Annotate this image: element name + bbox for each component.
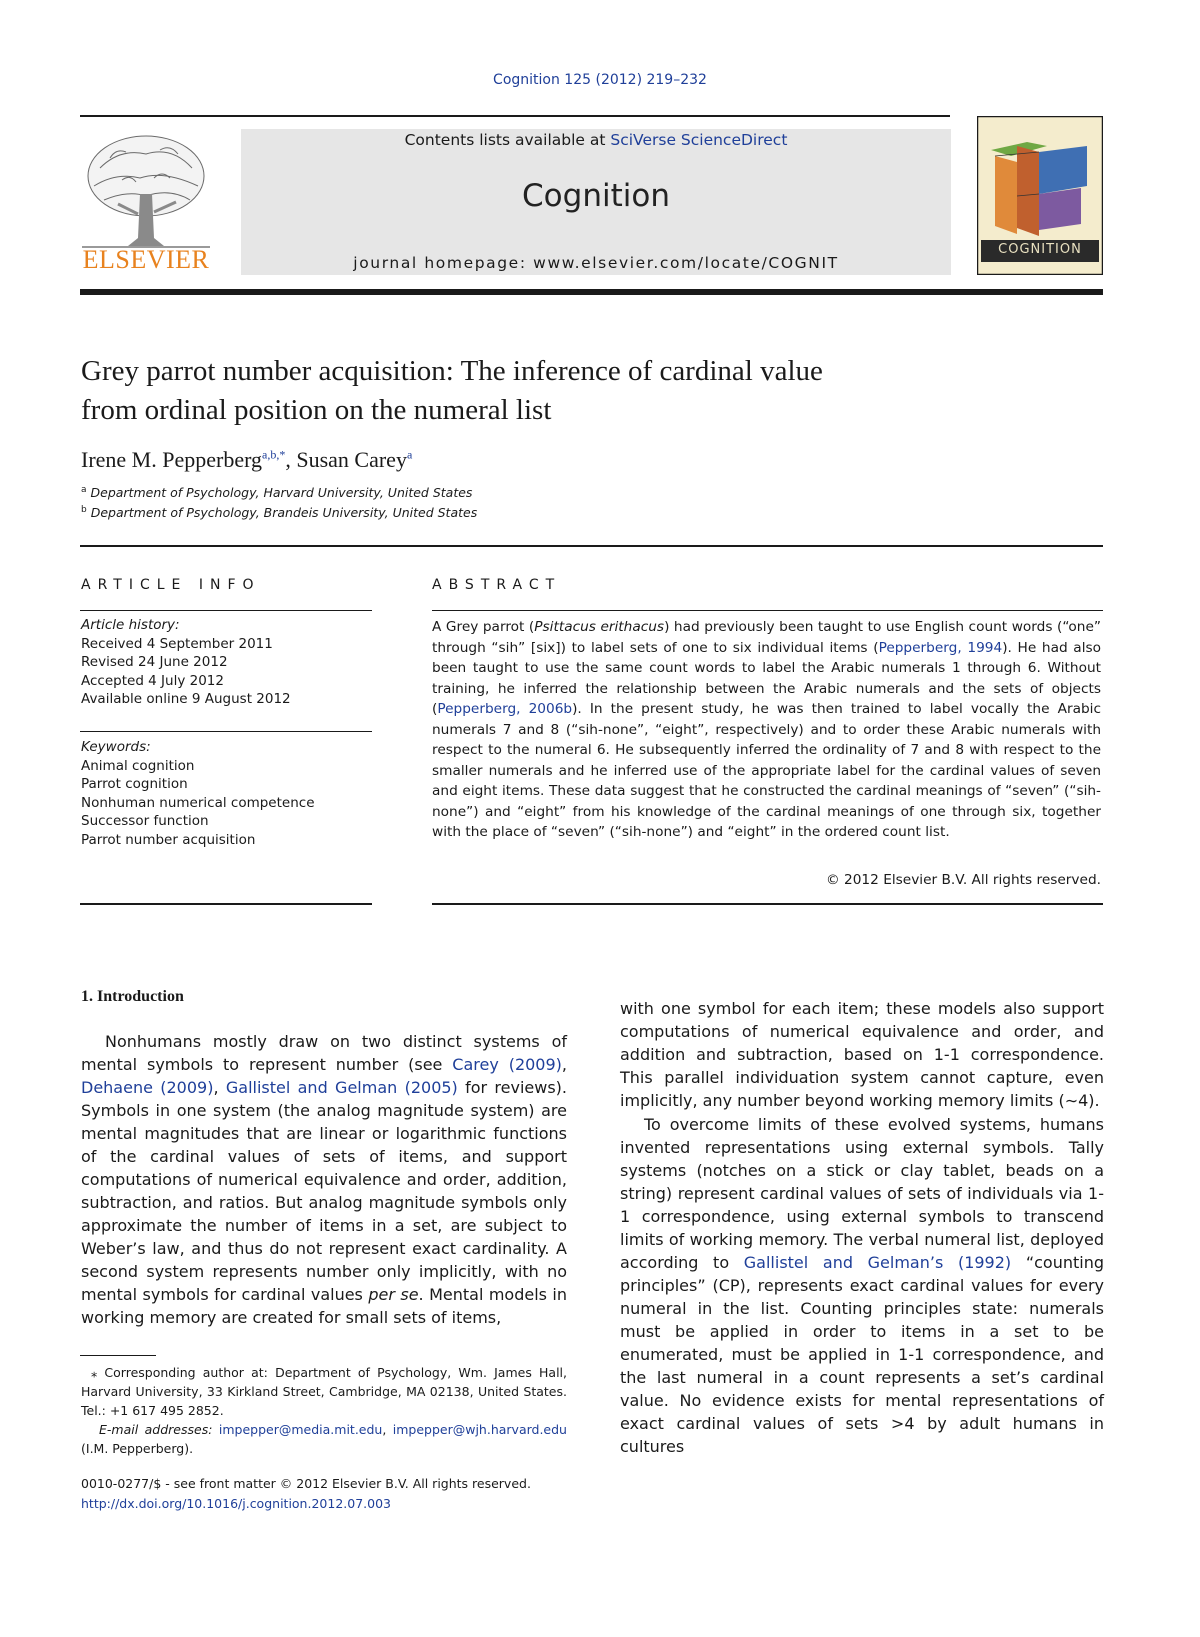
citation-link[interactable]: Pepperberg, 1994 [878, 639, 1003, 656]
corresponding-author-note [81, 1363, 567, 1420]
keyword: Parrot number acquisition [81, 831, 256, 848]
abstract-bottom-rule [432, 903, 1103, 905]
body-column-right [620, 997, 1104, 1458]
history-entry: Accepted 4 July 2012 [81, 672, 224, 689]
affiliation [81, 505, 477, 520]
affiliation [81, 485, 472, 500]
article-history [81, 616, 381, 709]
affiliation-text: Department of Psychology, Harvard University, United States [90, 485, 473, 501]
author-name: Susan Carey [296, 447, 407, 472]
paragraph-segment: Nonhumans mostly draw on two distinct systems of mental symbols to represent number (see [81, 1032, 567, 1074]
author-affiliation-marks[interactable]: a,b,* [262, 447, 286, 462]
issn-line: 0010-0277/$ - see front matter © 2012 Elsevier B.V. All rights reserved. [81, 1476, 531, 1491]
footnote-rule [80, 1355, 156, 1356]
abstract-segment: ). He had also been taught to use the same count words to label the Arabic numerals 1 through 6. Without training, he inferred the relationship between the Arabic numerals and the sets of objects ( [432, 639, 1101, 717]
body-column-left [81, 1030, 567, 1329]
italic-term: per se [368, 1285, 419, 1304]
keyword: Parrot cognition [81, 776, 188, 792]
email-note [81, 1420, 567, 1458]
section-heading: 1. Introduction [81, 988, 184, 1005]
journal-homepage[interactable]: journal homepage: www.elsevier.com/locate/COGNIT [353, 254, 839, 272]
doi-link[interactable]: http://dx.doi.org/10.1016/j.cognition.2012.07.003 [81, 1495, 391, 1511]
article-info-bottom-rule [80, 903, 372, 905]
paragraph-segment: for reviews). Symbols in one system (the analog magnitude system) are mental magnitudes that are linear or logarithmic functions of the cardinal values of sets of items, and support computations of numerical equivalence and order, addition, subtraction, and ratios. But analog magnitude symbols only approximate the number of items in a set, are subject to Weber’s law, and thus do not represent exact cardinality. A second system represents number only implicitly, with no mental symbols for cardinal values [81, 1078, 568, 1304]
footnote-star: ⁎ [91, 1365, 98, 1380]
keywords-label: Keywords: [81, 739, 151, 755]
body-paragraph [81, 1030, 567, 1329]
journal-citation[interactable]: Cognition 125 (2012) 219–232 [493, 72, 707, 88]
author-name: Irene M. Pepperberg [81, 447, 263, 472]
author-affiliation-marks[interactable]: a [406, 447, 413, 462]
sciencedirect-link[interactable]: SciVerse ScienceDirect [610, 131, 788, 149]
footnote-text: Corresponding author at: Department of Psychology, Wm. James Hall, Harvard University, 33 Kirkland Street, Cambridge, MA 02138, United States. Tel.: +1 617 495 2852. [81, 1365, 567, 1418]
header-bottom-rule [80, 289, 1103, 295]
paragraph-segment: , [561, 1055, 567, 1074]
abstract-copyright: © 2012 Elsevier B.V. All rights reserved. [825, 872, 1101, 888]
author-separator: , [285, 447, 297, 472]
header-top-rule [80, 115, 950, 117]
cover-label: COGNITION [998, 242, 1082, 257]
keyword: Nonhuman numerical competence [81, 794, 315, 811]
abstract-text [432, 617, 1101, 843]
contents-line [241, 131, 951, 149]
body-paragraph [620, 1113, 1104, 1458]
elsevier-wordmark: ELSEVIER [82, 245, 210, 274]
history-entry: Available online 9 August 2012 [81, 691, 291, 707]
history-entry: Received 4 September 2011 [81, 635, 273, 652]
author-list [81, 447, 412, 473]
title-block-rule [80, 545, 1103, 547]
body-paragraph: with one symbol for each item; these models also support computations of numerical equivalence and order, and addition and subtraction, based on 1-1 correspondence. This parallel individuation system cannot capture, even implicitly, any number beyond working memory limits (∼4). [620, 999, 1104, 1110]
article-title [81, 352, 1081, 430]
journal-name: Cognition [522, 178, 670, 214]
species-name: Psittacus erithacus [534, 619, 665, 635]
email-link[interactable]: impepper@wjh.harvard.edu [392, 1422, 567, 1437]
issn-block [81, 1474, 531, 1513]
history-label: Article history: [81, 617, 180, 633]
paragraph-segment: To overcome limits of these evolved systems, humans invented representations using external symbols. Tally systems (notches on a stick or clay tablet, beads on a string) represent cardinal values of sets of individuals via 1-1 correspondence, using external symbols to transcend limits of working memory. The verbal numeral list, deployed according to [620, 1115, 1104, 1272]
abstract-rule [432, 610, 1103, 611]
history-keywords-rule [80, 731, 372, 732]
citation-link[interactable]: Gallistel and Gelman’s (1992) [743, 1253, 1012, 1272]
email-label: E-mail addresses: [99, 1422, 213, 1437]
keyword: Animal cognition [81, 757, 195, 774]
citation-link[interactable]: Pepperberg, 2006b [437, 701, 573, 717]
keywords [81, 738, 381, 849]
affiliation-mark: b [81, 505, 87, 515]
footnotes [81, 1363, 567, 1458]
article-info-rule [80, 610, 372, 611]
affiliation-text: Department of Psychology, Brandeis University, United States [90, 505, 478, 521]
abstract-segment: ) had previously been taught to use English count words (“one” through “sih” [six]) to label sets of one to six individual items ( [432, 619, 1101, 656]
citation-link[interactable]: Carey (2009) [452, 1055, 562, 1074]
abstract-segment: ). In the present study, he was then trained to label vocally the Arabic numerals 7 and 8 (“sih-none”, “eight”, respectively) and to order these Arabic numerals with respect to the numeral 6. He subsequently inferred the ordinality of 7 and 8 with respect to the smaller numerals and he inferred use of the appropriate label for the cardinal values of seven and eight items. These data suggest that he constructed the cardinal meanings of “seven” (“sih-none”) and “eight” from his knowledge of the cardinal meanings of one through six, together with the place of “seven” (“sih-none”) and “eight” in the ordered count list. [432, 701, 1101, 840]
elsevier-logo [80, 128, 212, 276]
email-link[interactable]: impepper@media.mit.edu [218, 1422, 383, 1437]
paragraph-segment: . Mental models in working memory are created for small sets of items, [81, 1285, 568, 1327]
contents-prefix: Contents lists available at [404, 131, 611, 149]
paragraph-segment: “counting principles” (CP), represents exact cardinal values for every numeral in the list. Counting principles state: numerals must be applied in order to items in a set to be enumerated, must be applied in 1-1 correspondence, and the last numeral in a count represents a set’s cardinal value. No evidence exists for mental representations of exact cardinal values of sets >4 by adult humans in cultures [620, 1253, 1104, 1456]
paragraph-segment: , [213, 1078, 226, 1097]
title-line-1: Grey parrot number acquisition: The inference of cardinal value [81, 355, 823, 387]
title-line-2: from ordinal position on the numeral list [81, 394, 552, 426]
abstract-heading: ABSTRACT [432, 577, 562, 593]
email-separator: , [382, 1422, 393, 1437]
affiliation-mark: a [81, 485, 87, 495]
history-entry: Revised 24 June 2012 [81, 654, 228, 670]
article-info-heading: ARTICLE INFO [81, 577, 261, 593]
citation-link[interactable]: Dehaene (2009) [81, 1078, 214, 1097]
abstract-segment: A Grey parrot ( [432, 619, 535, 635]
journal-cover [977, 116, 1103, 275]
email-owner: (I.M. Pepperberg). [81, 1441, 194, 1456]
citation-link[interactable]: Gallistel and Gelman (2005) [225, 1078, 458, 1097]
keyword: Successor function [81, 813, 209, 829]
